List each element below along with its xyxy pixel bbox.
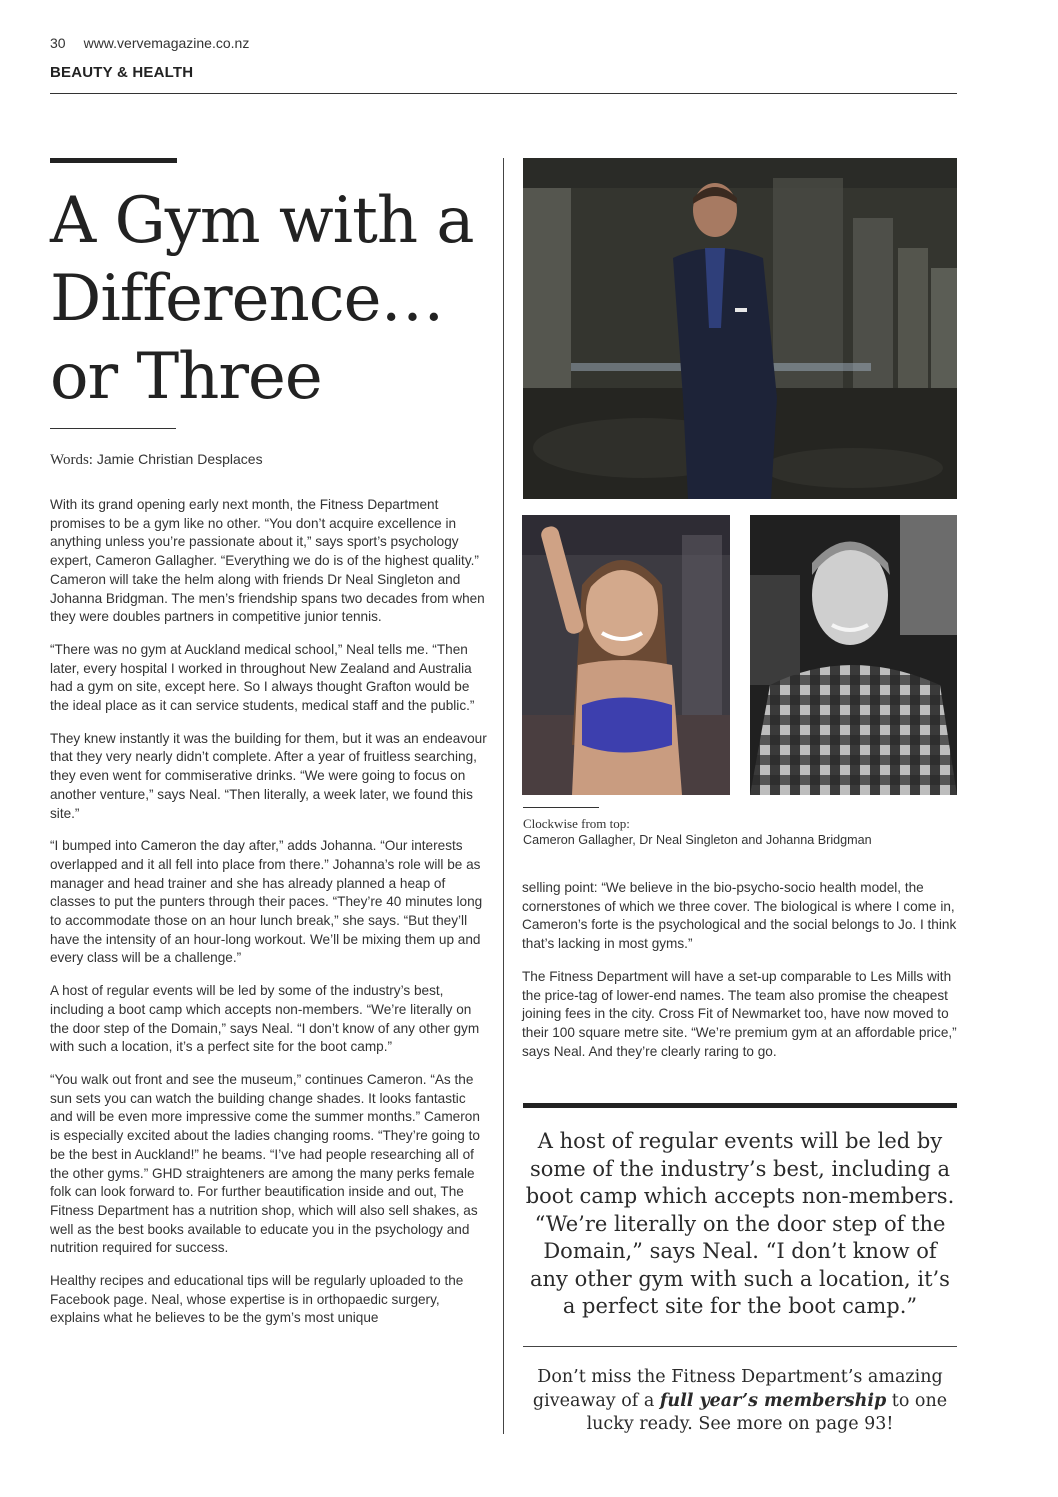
title-accent-bar [50,158,177,163]
body-paragraph: They knew instantly it was the building for them, but it was an endeavour that they very nearly didn’t complete. After a year of fruitless searching, they even went for commiserative drinks. “We were going to focus on another venture,” says Neal. “Then literally, a week later, we found this site.” [50,730,487,821]
caption-names: Cameron Gallagher, Dr Neal Singleton and Johanna Bridgman [523,833,872,847]
body-paragraph: With its grand opening early next month, the Fitness Department promises to be a gym like no other. “You don’t acquire excellence in anything unless you’re passionate about it,” says sport’s psychology expert, Cameron Gallagher. “Everything we do is of the highest quality.” Cameron will take the helm along with friends Dr Neal Singleton and Johanna Bridgman. The men’s friendship spans two decades from when they were doubles partners in competitive junior tennis. [50,497,485,625]
promo-text [523,1366,957,1437]
article-title [50,182,495,416]
photo-cameron-gallagher [523,158,957,499]
title-line: or Three [50,340,322,414]
body-paragraph: A host of regular events will be led by some of the industry’s best, including a boot camp which accepts non-members. “We’re literally on the door step of the Domain,” says Neal. “I don’t know of any other gym with such a location, it’s a perfect site for the boot camp.” [50,983,480,1055]
promo-text-start: Don’t miss the Fitness Department’s amazing giveaway of a [532,1367,943,1411]
article-body-left [50,496,490,1342]
photo-caption [523,815,957,849]
pull-quote-divider [523,1346,957,1347]
caption-heading: Clockwise from top: [523,816,630,831]
body-paragraph: The Fitness Department will have a set-up comparable to Les Mills with the price-tag of lower-end names. The team also promise the cheapest joining fees in the city. Cross Fit of Newmarket too, have now moved to their 100 square metre site. “We’re premium gym at an affordable price,” says Neal. And they’re clearly raring to go. [522,968,957,1059]
body-paragraph: “You walk out front and see the museum,” continues Cameron. “As the sun sets you can watch the building change shades. It looks fantastic and will be even more impressive come the summer months.” Cameron is especially excited about the ladies changing rooms. “They’re going to be the best in Auckland!” he beams. “I’ve had people researching all of the other gyms.” GHD straighteners are among the many perks female folk can look forward to. For further beautification inside and out, The Fitness Department has a nutrition shop, which will also sell shakes, as well as the best books available to educate you in the psychology and nutrition required for success. [50,1071,480,1256]
body-paragraph: selling point: “We believe in the bio-psycho-socio health model, the cornerstones of which we three cover. The biological is where I come in, Cameron’s forte is the psychological and the social belongs to Jo. I think that’s lacking in most gyms.” [522,880,957,952]
promo-text-end: to one lucky ready. See more on page 93! [586,1390,948,1434]
photo-neal-art [750,515,957,795]
header-divider [50,93,957,94]
pull-quote: A host of regular events will be led by some of the industry’s best, including a boot camp which accepts non-members. “We’re literally on the door step of the Domain,” says Neal. “I don’t know of any other gym with such a location, it’s a perfect site for the boot camp.” [525,1129,955,1318]
column-divider [503,158,504,1434]
byline-author: Jamie Christian Desplaces [96,451,263,467]
byline-label: Words: [50,452,93,468]
title-line: Difference… [50,262,444,336]
photo-johanna-bridgman [522,515,730,795]
body-paragraph: Healthy recipes and educational tips will be regularly uploaded to the Facebook page. Neal, whose expertise is in orthopaedic surgery, explains what he believes to be the gym’s most unique [50,1273,464,1326]
pull-quote-bar [523,1103,957,1108]
caption-divider [523,807,599,808]
photo-cameron-art [523,158,957,499]
title-divider [50,428,176,429]
body-paragraph: “I bumped into Cameron the day after,” adds Johanna. “Our interests overlapped and it all fell into place from there.” Johanna’s role will be as manager and head trainer and she has already planned a heap of classes to put the punters through their paces. “They’re 40 minutes long to accommodate those on an hour lunch break,” she says. “But they’ll have the intensity of an hour-long workout. We’ll be mixing them up and every class will be a challenge.” [50,838,483,966]
byline [50,451,263,469]
article-body-right [522,879,960,1075]
body-paragraph: “There was no gym at Auckland medical school,” Neal tells me. “Then later, every hospital I worked in throughout New Zealand and Australia had a gym on site, except here. So I always thought Grafton would be the ideal place as it can service students, medical staff and the public.” [50,641,475,714]
photo-neal-singleton [750,515,957,795]
section-label: BEAUTY & HEALTH [50,64,194,81]
title-line: A Gym with a [50,184,474,258]
page-number: 30 [50,35,66,51]
website-url: www.vervemagazine.co.nz [83,35,250,51]
photo-johanna-art [522,515,730,795]
promo-emphasis: full year’s membership [659,1390,887,1411]
page-header [50,35,249,51]
